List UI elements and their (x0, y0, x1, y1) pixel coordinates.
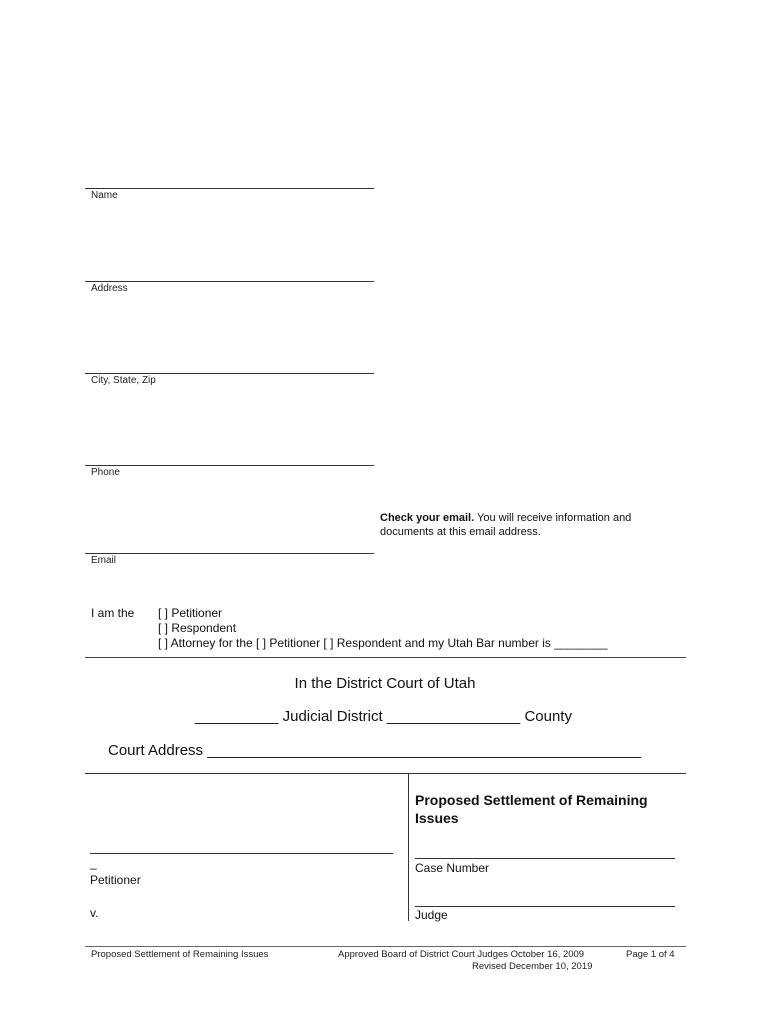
party-option-respondent[interactable]: [ ] Respondent (158, 621, 237, 635)
petitioner-underscore: _ (90, 856, 97, 870)
petitioner-name-line (90, 853, 393, 854)
case-number-label: Case Number (415, 861, 490, 875)
court-section-top-rule (85, 657, 686, 658)
address-line (85, 281, 374, 282)
email-line (85, 553, 374, 554)
city-state-zip-line (85, 373, 374, 374)
caption-divider (408, 773, 409, 921)
court-address-line (108, 742, 641, 759)
phone-line (85, 465, 374, 466)
party-option-petitioner[interactable]: [ ] Petitioner (158, 606, 223, 620)
email-note-rest: You will receive information and (474, 512, 632, 524)
court-title: In the District Court of Utah (294, 675, 476, 692)
name-line (85, 188, 374, 189)
court-address-blank[interactable]: ____________________________________________________ (207, 742, 642, 759)
email-label: Email (91, 555, 117, 566)
footer-form-title: Proposed Settlement of Remaining Issues (91, 949, 269, 960)
judge-line (415, 906, 675, 907)
case-number-line (415, 858, 675, 859)
judge-label: Judge (415, 908, 448, 922)
phone-label: Phone (91, 467, 120, 478)
county-blank[interactable]: ________________ (386, 708, 521, 725)
district-blank[interactable]: __________ (195, 708, 279, 725)
district-label: Judicial District (278, 708, 387, 725)
email-note-line2: documents at this email address. (380, 526, 541, 538)
footer-rule (85, 946, 686, 947)
party-lead: I am the (91, 606, 135, 620)
district-county-line (195, 708, 572, 725)
footer-page-number: Page 1 of 4 (626, 949, 675, 960)
party-option-attorney[interactable]: [ ] Attorney for the [ ] Petitioner [ ] Respondent and my Utah Bar number is ________ (158, 636, 608, 650)
email-note-bold: Check your email. (380, 512, 475, 524)
footer-approved: Approved Board of District Court Judges October 16, 2009 (338, 949, 585, 960)
name-label: Name (91, 190, 118, 201)
footer-revised: Revised December 10, 2019 (472, 961, 593, 972)
caption-top-rule (85, 773, 686, 774)
petitioner-label: Petitioner (90, 873, 141, 887)
county-label: County (520, 708, 572, 725)
email-note (380, 511, 631, 539)
address-label: Address (91, 283, 128, 294)
city-state-zip-label: City, State, Zip (91, 375, 156, 386)
versus-label: v. (90, 906, 99, 920)
document-title: Proposed Settlement of Remaining Issues (415, 792, 648, 826)
court-address-label: Court Address (108, 742, 208, 759)
